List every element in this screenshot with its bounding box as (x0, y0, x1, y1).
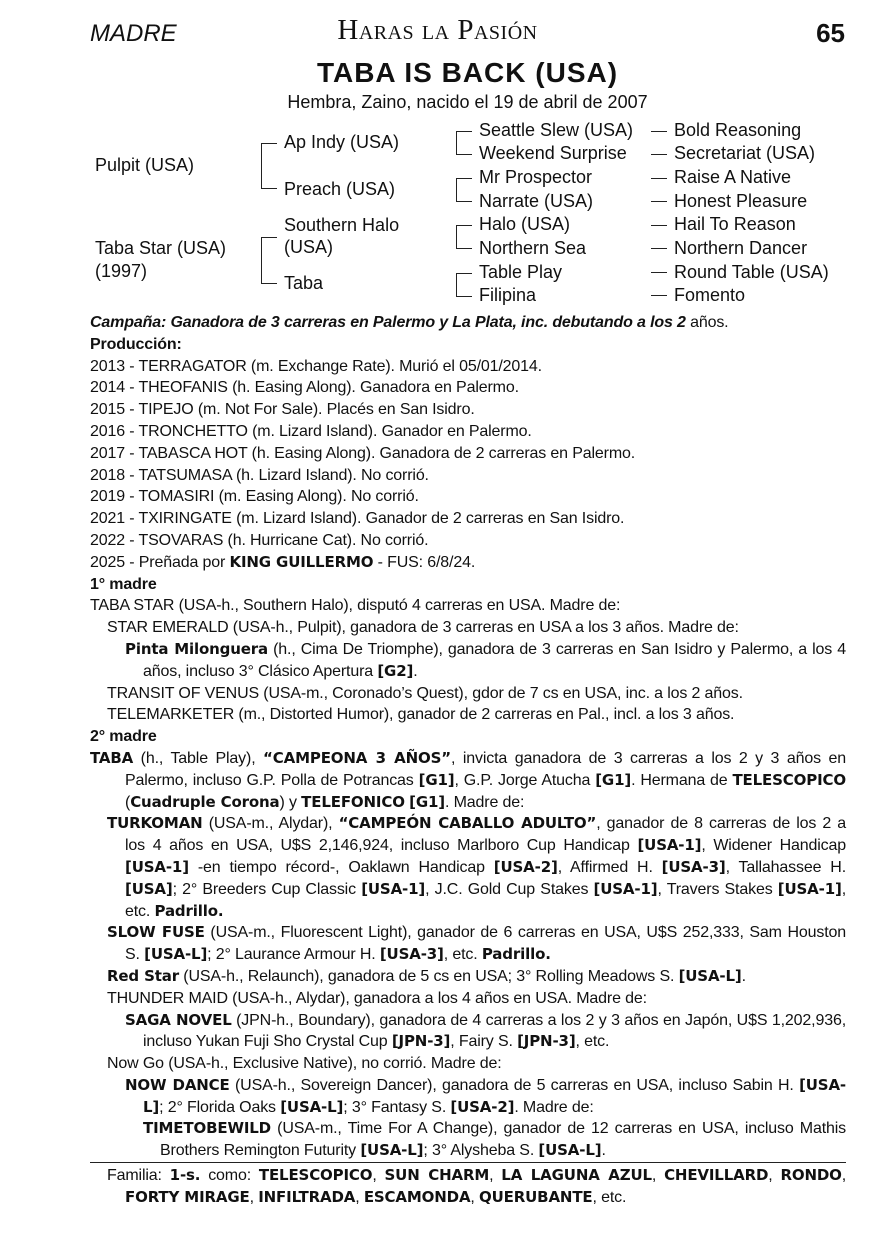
text: . Madre de: (445, 793, 525, 811)
title: “CAMPEÓN CABALLO ADULTO” (338, 814, 597, 833)
bracket-line (456, 178, 472, 179)
slow-fuse-entry (90, 922, 846, 966)
bracket-line (261, 237, 262, 284)
bracket-line (261, 143, 277, 144)
sep: , (841, 1167, 847, 1185)
bracket-line (261, 283, 277, 284)
text: ; 2° Breeders Cup Classic (172, 880, 362, 898)
gen4-4: Honest Pleasure (674, 191, 808, 211)
grade: [USA-1] (361, 879, 426, 898)
gen3-4: Narrate (USA) (479, 191, 594, 211)
text: - FUS: 6/8/24. (373, 553, 476, 571)
title: Cuadruple Corona (130, 792, 280, 811)
text: , J.C. Gold Cup Stakes (425, 880, 594, 898)
dash-line (651, 295, 667, 296)
bracket-line (456, 273, 457, 296)
turkoman-entry (90, 813, 846, 922)
grade: [USA-L] (144, 945, 208, 964)
text: . Hermana de (631, 771, 733, 789)
thunder-maid: THUNDER MAID (USA-h., Alydar), ganadora a los 4 años en USA. Madre de: (107, 989, 647, 1007)
text: . Madre de: (514, 1098, 594, 1116)
bracket-line (456, 201, 472, 202)
text: , etc. (125, 880, 847, 920)
family-number: 1-s. (169, 1166, 201, 1185)
grade: [USA-L] (143, 1075, 846, 1116)
family-horse: INFILTRADA (258, 1187, 356, 1206)
family-horse: LA LAGUNA AZUL (501, 1166, 652, 1185)
grade: [USA-3] (379, 945, 444, 964)
family-line (90, 1162, 846, 1209)
gen4-2: Secretariat (USA) (674, 143, 816, 163)
page-number: 65 (816, 18, 845, 48)
text: -en tiempo récord-, Oaklawn Handicap (188, 858, 494, 876)
bracket-line (261, 143, 262, 189)
campaign-text: Campaña: Ganadora de 3 carreras en Palermo y La Plata, inc. debutando a los 2 (90, 314, 686, 331)
dash-line (651, 154, 667, 155)
production-heading: Producción: (90, 335, 182, 353)
text: , Widener Handicap (701, 837, 846, 855)
text: . (741, 967, 746, 985)
bracket-line (456, 154, 472, 155)
body-text (90, 312, 846, 1209)
sep: , (768, 1167, 781, 1185)
production-item: 2015 - TIPEJO (m. Not For Sale). Placés en San Isidro. (90, 401, 475, 419)
horse-name: TABA (90, 748, 134, 767)
first-dam-heading: 1° madre (90, 575, 157, 593)
text: como: (200, 1167, 259, 1185)
gen3-8: Filipina (479, 285, 537, 305)
text: , Affirmed H. (557, 858, 662, 876)
bracket-line (456, 178, 457, 202)
grade: [USA-1] (125, 857, 189, 876)
text: (USA-h., Sovereign Dancer), ganadora de 5 carreras en USA, incluso Sabin H. (229, 1076, 800, 1094)
production-item: 2017 - TABASCA HOT (h. Easing Along). Ganadora de 2 carreras en Palermo. (90, 444, 636, 462)
grade: [JPN-3] (517, 1032, 576, 1051)
dam-dam: Taba (284, 273, 324, 293)
sep: , (249, 1188, 259, 1206)
bracket-line (456, 131, 457, 154)
horse-name: TURKOMAN (107, 814, 203, 833)
dam-sire: Southern Halo (284, 215, 400, 235)
text: , Tallahassee H. (725, 858, 846, 876)
sep: , (489, 1167, 502, 1185)
horse-name: NOW DANCE (125, 1075, 230, 1094)
family-horse: ESCAMONDA (363, 1187, 471, 1206)
red-star-entry (90, 966, 846, 988)
bracket-line (456, 248, 472, 249)
campaign (90, 312, 846, 334)
sire-sire: Ap Indy (USA) (284, 132, 400, 152)
now-dance-entry (90, 1075, 846, 1119)
text: . (601, 1142, 606, 1160)
text: (JPN-h., Boundary), ganadora de 4 carreras a los 2 y 3 años en Japón, U$S 1,202,936, incluso Yukan Fuji Sho Crystal Cup (143, 1011, 846, 1051)
horse-name: TABA IS BACK (USA) (316, 57, 619, 88)
dam: Taba Star (USA) (95, 238, 227, 258)
gen4-1: Bold Reasoning (674, 120, 802, 140)
sep: , (372, 1167, 385, 1185)
bracket-line (456, 131, 472, 132)
gen3-1: Seattle Slew (USA) (479, 120, 634, 140)
bracket-line (456, 273, 472, 274)
dash-line (651, 131, 667, 132)
telemarketer: TELEMARKETER (m., Distorted Humor), ganador de 2 carreras en Pal., incl. a los 3 años. (107, 706, 735, 724)
sep: , (470, 1188, 480, 1206)
family-horse: TELESCOPICO (258, 1166, 373, 1185)
dash-line (651, 272, 667, 273)
family-horse: CHEVILLARD (664, 1166, 769, 1185)
text: (USA-m., Alydar), (202, 815, 339, 833)
pinta-milonguera: Pinta Milonguera (h., Cima De Triomphe), ganadora de 3 carreras en San Isidro y Palermo, a los 4 años, incluso 3° Clásico Apertura [G2]. (125, 639, 846, 680)
horse-name: SLOW FUSE (107, 923, 205, 942)
family-label: Familia: (107, 1167, 170, 1185)
taba-entry (90, 748, 846, 813)
text: (h., Table Play), (133, 749, 264, 767)
text: , Travers Stakes (657, 880, 778, 898)
grade: [USA-L] (360, 1141, 424, 1160)
text: ; 2° Florida Oaks (159, 1098, 281, 1116)
grade: [USA-L] (280, 1097, 344, 1116)
title: “CAMPEONA 3 AÑOS” (263, 748, 452, 767)
text: ; 2° Laurance Armour H. (207, 946, 380, 964)
production-item: 2022 - TSOVARAS (h. Hurricane Cat). No corrió. (90, 531, 429, 549)
family-horse: QUERUBANTE (479, 1187, 593, 1206)
sep: , (355, 1188, 364, 1206)
dash-line (651, 248, 667, 249)
second-dam-heading: 2° madre (90, 728, 157, 746)
grade: [USA-L] (678, 966, 742, 985)
text: , ganador de 8 carreras de los 2 a los 4 años en USA, U$S 2,146,924, incluso Marlboro Cup Handicap (125, 815, 846, 855)
bracket-line (456, 225, 457, 249)
horse-name: TELESCOPICO (732, 770, 846, 789)
text: ; 3° Alysheba S. (423, 1142, 539, 1160)
campaign-suffix: años. (685, 314, 729, 331)
grade: [G1] (409, 792, 445, 811)
bracket-line (261, 237, 277, 238)
text: , etc. (575, 1033, 610, 1051)
sire: Pulpit (USA) (95, 155, 195, 175)
horse-name: Red Star (107, 966, 179, 985)
production-item-last (90, 552, 846, 574)
grade: [USA-1] (637, 836, 702, 855)
etc: , etc. (592, 1188, 627, 1206)
text: , Fairy S. (450, 1033, 518, 1051)
grade: [USA-2] (450, 1097, 515, 1116)
text: , etc. (443, 946, 482, 964)
grade: [USA-1] (777, 879, 842, 898)
horse-name: TIMETOBEWILD (143, 1119, 271, 1138)
gen4-7: Round Table (USA) (674, 262, 829, 282)
family-horse: SUN CHARM (384, 1166, 490, 1185)
text: (USA-h., Relaunch), ganadora de 5 cs en USA; 3° Rolling Meadows S. (178, 967, 679, 985)
grade: [USA-L] (538, 1141, 602, 1160)
dash-line (651, 225, 667, 226)
text: ( (125, 793, 131, 811)
gen3-7: Table Play (479, 262, 563, 282)
text: , invicta ganadora de 3 carreras a los 2 y 3 años en Palermo, incluso G.P. Polla de Potrancas (125, 749, 846, 789)
text: (h., Cima De Triomphe), ganadora de 3 carreras en San Isidro y Palermo, a los 4 años, incluso 3° Clásico Apertura (143, 640, 846, 680)
now-go: Now Go (USA-h., Exclusive Native), no corrió. Madre de: (107, 1055, 502, 1073)
text: (USA-m., Time For A Change), ganador de 12 carreras en USA, incluso Mathis Brothers Remington Futurity (160, 1120, 846, 1160)
timetobewild-entry (90, 1118, 846, 1162)
sire-dam: Preach (USA) (284, 179, 396, 199)
gen3-3: Mr Prospector (479, 167, 593, 187)
text: , G.P. Jorge Atucha (454, 771, 596, 789)
farm-name: Haras la Pasión (337, 14, 538, 46)
grade: [USA-1] (593, 879, 658, 898)
text: (USA-m., Fluorescent Light), ganador de 6 carreras en USA, U$S 252,333, Sam Houston S. (125, 924, 846, 964)
bracket-line (261, 188, 277, 189)
production-item: 2018 - TATSUMASA (h. Lizard Island). No corrió. (90, 466, 429, 484)
text: 2025 - Preñada por (90, 553, 230, 571)
gen3-2: Weekend Surprise (479, 143, 627, 163)
production-item: 2014 - THEOFANIS (h. Easing Along). Ganadora en Palermo. (90, 379, 519, 397)
sire-name: KING GUILLERMO (229, 552, 374, 571)
production-item: 2021 - TXIRINGATE (m. Lizard Island). Ganador de 2 carreras en San Isidro. (90, 510, 625, 528)
grade: [G1] (595, 770, 632, 789)
section-label: MADRE (90, 20, 177, 47)
gen4-6: Northern Dancer (674, 238, 808, 258)
production-item: 2019 - TOMASIRI (m. Easing Along). No corrió. (90, 488, 419, 506)
horse-name: TELEFONICO (301, 792, 405, 811)
bracket-line (456, 296, 472, 297)
horse-name: Pinta Milonguera (125, 639, 269, 658)
padrillo: Padrillo. (481, 945, 551, 964)
family-horse: RONDO (780, 1166, 842, 1185)
grade: [JPN-3] (391, 1032, 451, 1051)
horse-name: SAGA NOVEL (125, 1010, 232, 1029)
gen4-3: Raise A Native (674, 167, 792, 187)
sep: , (651, 1167, 665, 1185)
dash-line (651, 201, 667, 202)
grade: [USA-2] (493, 857, 558, 876)
first-dam-main: TABA STAR (USA-h., Southern Halo), disputó 4 carreras en USA. Madre de: (90, 597, 621, 615)
transit-of-venus: TRANSIT OF VENUS (USA-m., Coronado’s Quest), gdor de 7 cs en USA, inc. a los 2 años. (107, 684, 743, 702)
gen3-6: Northern Sea (479, 238, 587, 258)
text: ; 3° Fantasy S. (343, 1098, 451, 1116)
production-item: 2013 - TERRAGATOR (m. Exchange Rate). Murió el 05/01/2014. (90, 357, 542, 375)
padrillo: Padrillo. (154, 901, 224, 920)
star-emerald: STAR EMERALD (USA-h., Pulpit), ganadora de 3 carreras en USA a los 3 años. Madre de: (107, 619, 739, 637)
family-horse: FORTY MIRAGE (125, 1187, 250, 1206)
grade: [USA-3] (661, 857, 726, 876)
grade: [G1] (418, 770, 455, 789)
production-item: 2016 - TRONCHETTO (m. Lizard Island). Ganador en Palermo. (90, 422, 532, 440)
gen4-8: Fomento (674, 285, 746, 305)
grade: [G2] (377, 661, 414, 680)
dam-sire-country: (USA) (284, 237, 333, 257)
gen3-5: Halo (USA) (479, 214, 571, 234)
bracket-line (456, 225, 472, 226)
dash-line (651, 178, 667, 179)
dam-year: (1997) (95, 261, 148, 281)
text: ) y (279, 793, 302, 811)
grade: [USA] (125, 879, 173, 898)
saga-novel-entry (90, 1010, 846, 1054)
horse-description: Hembra, Zaino, nacido el 19 de abril de 2007 (287, 92, 648, 112)
gen4-5: Hail To Reason (674, 214, 796, 234)
